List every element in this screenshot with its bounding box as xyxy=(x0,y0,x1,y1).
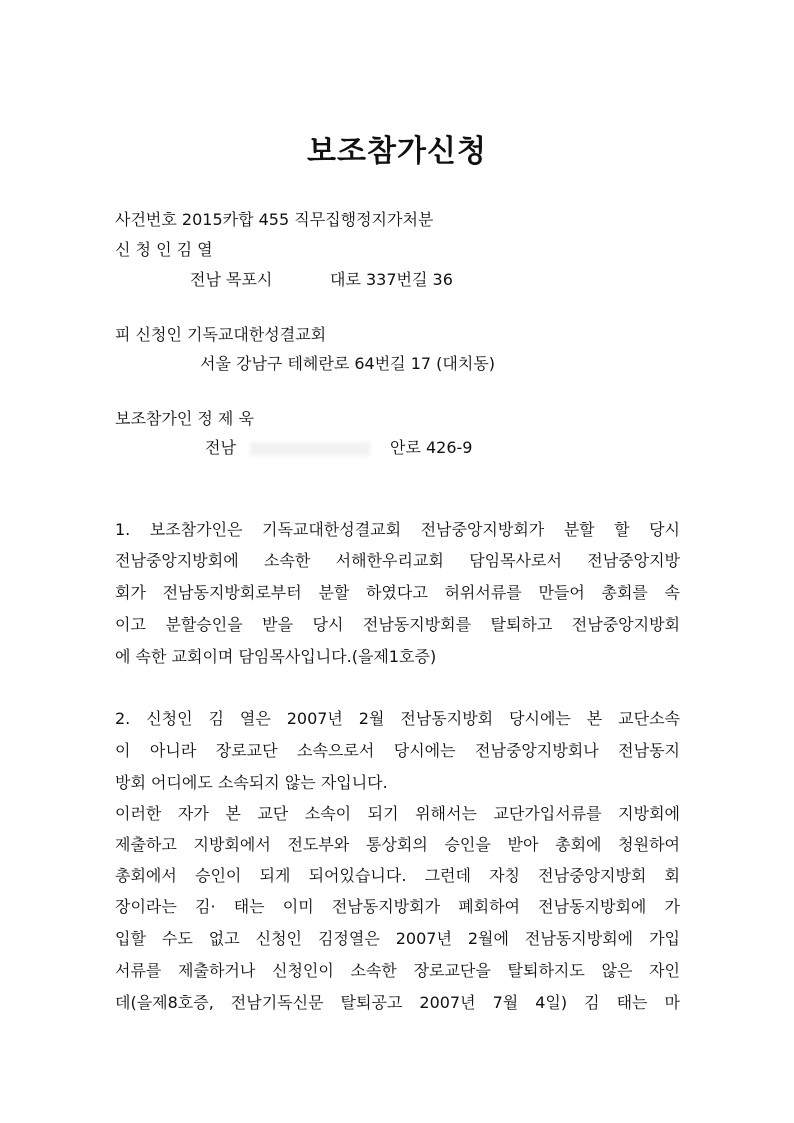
paragraph-2-line-5: 제출하고 지방회에서 전도부와 통상회의 승인을 받아 총회에 청원하여 xyxy=(115,835,680,854)
applicant-address-part-2: 대로 337번길 36 xyxy=(330,270,453,289)
paragraph-2-line-2: 이 아니라 장로교단 소속으로서 당시에는 전남중앙지방회나 전남동지 xyxy=(115,741,680,760)
case-number-line: 사건번호 2015카합 455 직무집행정지가처분 xyxy=(115,210,434,229)
paragraph-1-line-3: 회가 전남동지방회로부터 분할 하였다고 허위서류를 만들어 총회를 속 xyxy=(115,583,680,602)
intervenor-line: 보조참가인 정 제 욱 xyxy=(115,409,254,428)
respondent-address: 서울 강남구 테헤란로 64번길 17 (대치동) xyxy=(200,354,496,373)
paragraph-1-line-4: 이고 분할승인을 받을 당시 전남동지방회를 탈퇴하고 전남중앙지방회 xyxy=(115,615,680,634)
redacted-address xyxy=(250,438,370,458)
document-title: 보조참가신청 xyxy=(307,134,487,169)
intervenor-address-part-1: 전남 xyxy=(205,438,236,457)
respondent-line: 피 신청인 기독교대한성결교회 xyxy=(115,325,327,344)
paragraph-2-line-3: 방회 어디에도 소속되지 않는 자입니다. xyxy=(115,773,388,792)
applicant-address-part-1: 전남 목포시 xyxy=(190,270,273,289)
paragraph-2-line-9: 서류를 제출하거나 신청인이 소속한 장로교단을 탈퇴하지도 않은 자인 xyxy=(115,961,680,980)
paragraph-1-line-5: 에 속한 교회이며 담임목사입니다.(을제1호증) xyxy=(115,647,437,666)
paragraph-2-line-10: 데(을제8호증, 전남기독신문 탈퇴공고 2007년 7월 4일) 김 태는 마 xyxy=(115,993,680,1012)
paragraph-1-line-2: 전남중앙지방회에 소속한 서해한우리교회 담임목사로서 전남중앙지방 xyxy=(115,551,680,570)
paragraph-1-line-1: 1. 보조참가인은 기독교대한성결교회 전남중앙지방회가 분할 할 당시 xyxy=(115,520,680,539)
paragraph-2-line-1: 2. 신청인 김 열은 2007년 2월 전남동지방회 당시에는 본 교단소속 xyxy=(115,709,680,728)
intervenor-address-part-2: 안로 426-9 xyxy=(390,438,473,457)
paragraph-2-line-7: 장이라는 김· 태는 이미 전남동지방회가 폐회하여 전남동지방회에 가 xyxy=(115,897,680,916)
paragraph-2-line-6: 총회에서 승인이 되게 되어있습니다. 그런데 자칭 전남중앙지방회 회 xyxy=(115,866,680,885)
applicant-line: 신 청 인 김 열 xyxy=(115,240,213,259)
paragraph-2-line-8: 입할 수도 없고 신청인 김정열은 2007년 2월에 전남동지방회에 가입 xyxy=(115,929,680,948)
paragraph-2-line-4: 이러한 자가 본 교단 소속이 되기 위해서는 교단가입서류를 지방회에 xyxy=(115,804,680,823)
